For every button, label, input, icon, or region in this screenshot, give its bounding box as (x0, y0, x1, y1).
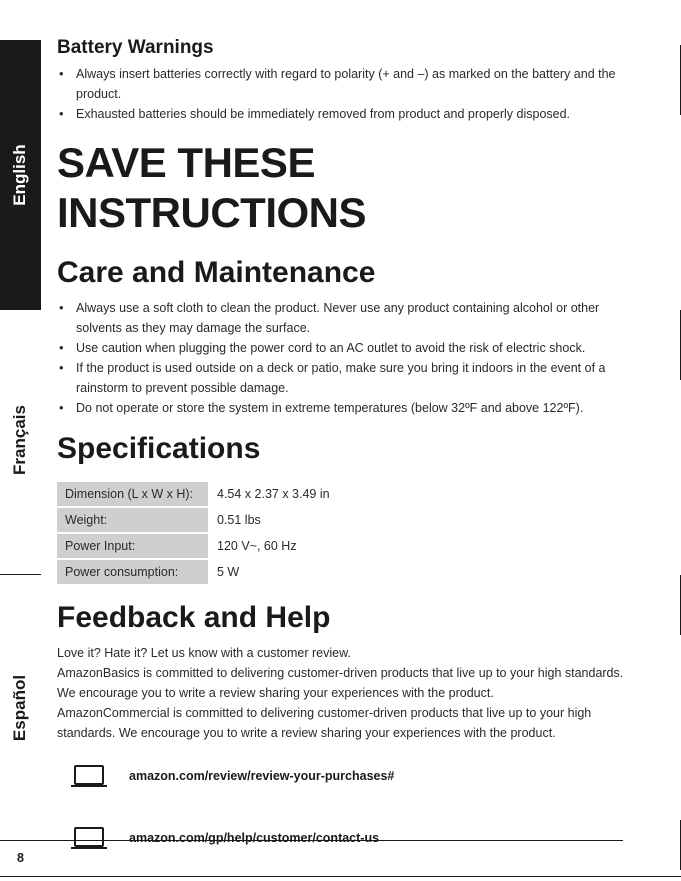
spec-value: 120 V~, 60 Hz (217, 539, 297, 553)
table-row (57, 482, 330, 506)
spec-value: 0.51 lbs (217, 513, 261, 527)
list-item: • Always insert batteries correctly with regard to polarity (+ and –) as marked on the battery and the product. (57, 64, 627, 104)
laptop-icon (71, 763, 107, 789)
laptop-icon (71, 825, 107, 851)
contact-link-row (57, 822, 627, 854)
battery-warnings-heading: Battery Warnings (57, 37, 214, 58)
feedback-help-heading: Feedback and Help (57, 601, 331, 634)
battery-warnings-list (57, 64, 627, 124)
contact-link[interactable]: amazon.com/gp/help/customer/contact-us (129, 831, 380, 845)
spec-label: Dimension (L x W x H): (57, 482, 208, 506)
specifications-table (57, 480, 330, 586)
language-label-espanol: Español (10, 674, 29, 742)
care-maintenance-list (57, 298, 627, 418)
care-maintenance-heading: Care and Maintenance (57, 256, 376, 289)
table-row (57, 508, 330, 532)
save-instructions-heading: SAVE THESE INSTRUCTIONS (57, 139, 366, 236)
feedback-paragraph: AmazonBasics is committed to delivering customer-driven products that live up to your high standards. We encourage you to write a review sharing your experiences with the product. (57, 666, 624, 700)
feedback-paragraph: AmazonCommercial is committed to delivering customer-driven products that live up to your high standards. We encourage you to write a review sharing your experiences with the product. (57, 706, 592, 740)
list-item: • Do not operate or store the system in extreme temperatures (below 32ºF and above 122ºF). (57, 398, 627, 418)
feedback-paragraph: Love it? Hate it? Let us know with a customer review. (57, 646, 351, 660)
table-row (57, 560, 330, 584)
page-number: 8 (17, 851, 24, 865)
list-item: • Use caution when plugging the power cord to an AC outlet to avoid the risk of electric shock. (57, 338, 627, 358)
page-content (57, 36, 627, 854)
feedback-text (57, 643, 627, 743)
specifications-heading: Specifications (57, 432, 261, 465)
language-label-english: English (10, 144, 29, 206)
spec-label: Weight: (57, 508, 208, 532)
spec-label: Power Input: (57, 534, 208, 558)
list-item: • If the product is used outside on a deck or patio, make sure you bring it indoors in the event of a rainstorm to prevent possible damage. (57, 358, 627, 398)
list-item: • Exhausted batteries should be immediately removed from product and properly disposed. (57, 104, 627, 124)
spec-label: Power consumption: (57, 560, 208, 584)
review-link[interactable]: amazon.com/review/review-your-purchases# (129, 769, 395, 783)
footer-divider (0, 840, 623, 841)
list-item: • Always use a soft cloth to clean the product. Never use any product containing alcohol or other solvents as they may damage the surface. (57, 298, 627, 338)
page-bottom-edge (0, 876, 681, 877)
language-label-francais: Français (10, 405, 29, 475)
table-row (57, 534, 330, 558)
language-divider (0, 574, 41, 575)
spec-value: 5 W (217, 565, 240, 579)
review-link-row (57, 760, 627, 792)
spec-value: 4.54 x 2.37 x 3.49 in (217, 487, 330, 501)
